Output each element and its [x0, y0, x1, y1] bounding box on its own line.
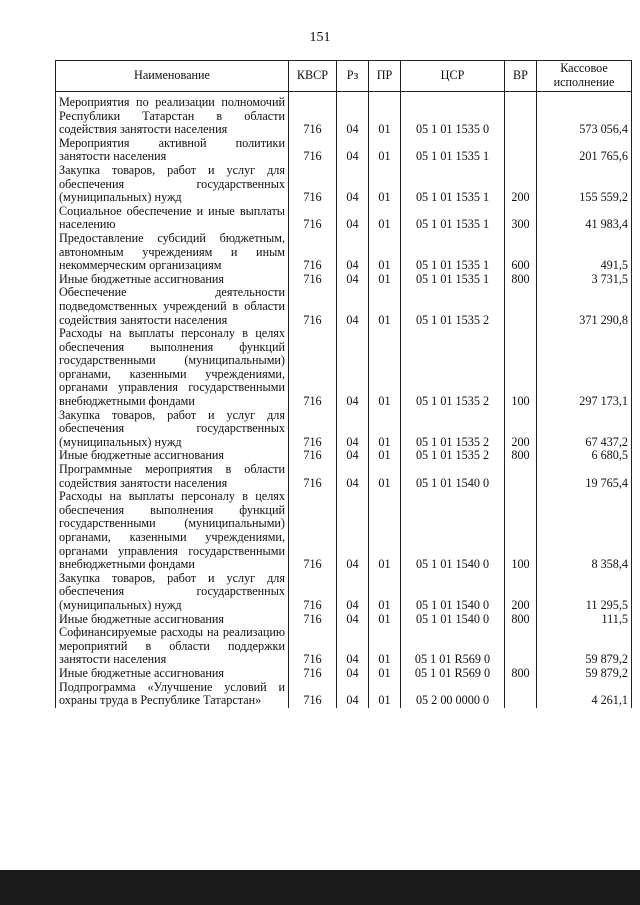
- cell-vr: 600: [505, 232, 537, 273]
- header-kvsr: КВСР: [289, 61, 337, 92]
- cell-pr: 01: [369, 164, 401, 205]
- cell-rz: 04: [337, 463, 369, 490]
- table-row: [56, 681, 632, 708]
- budget-table: [55, 60, 632, 708]
- cell-rz: 04: [337, 490, 369, 572]
- cell-amount: 19 765,4: [537, 463, 632, 490]
- cell-rz: 04: [337, 572, 369, 613]
- cell-pr: 01: [369, 286, 401, 327]
- cell-kvsr: 716: [289, 137, 337, 164]
- cell-pr: 01: [369, 681, 401, 708]
- scan-bottom-edge: [0, 870, 640, 905]
- cell-csr: 05 1 01 1535 1: [401, 137, 505, 164]
- cell-amount: 111,5: [537, 613, 632, 627]
- cell-rz: 04: [337, 286, 369, 327]
- cell-kvsr: 716: [289, 572, 337, 613]
- cell-vr: 800: [505, 667, 537, 681]
- header-pr: ПР: [369, 61, 401, 92]
- cell-csr: 05 1 01 1540 0: [401, 490, 505, 572]
- cell-amount: 297 173,1: [537, 327, 632, 409]
- cell-name: Софинансируемые расходы на реализацию мероприятий в области поддержки занятости населения: [56, 626, 289, 667]
- cell-pr: 01: [369, 273, 401, 287]
- cell-amount: 59 879,2: [537, 626, 632, 667]
- cell-name: Иные бюджетные ассигнования: [56, 273, 289, 287]
- cell-vr: 200: [505, 572, 537, 613]
- cell-vr: 100: [505, 490, 537, 572]
- cell-kvsr: 716: [289, 667, 337, 681]
- cell-rz: 04: [337, 164, 369, 205]
- cell-csr: 05 1 01 R569 0: [401, 626, 505, 667]
- cell-vr: 100: [505, 327, 537, 409]
- cell-csr: 05 1 01 1535 1: [401, 205, 505, 232]
- cell-amount: 6 680,5: [537, 449, 632, 463]
- cell-amount: 59 879,2: [537, 667, 632, 681]
- cell-pr: 01: [369, 463, 401, 490]
- cell-name: Закупка товаров, работ и услуг для обеспечения государственных (муниципальных) нужд: [56, 572, 289, 613]
- table-row: [56, 572, 632, 613]
- table-row: [56, 232, 632, 273]
- table-row: [56, 409, 632, 450]
- cell-vr: 800: [505, 273, 537, 287]
- cell-csr: 05 1 01 1535 2: [401, 327, 505, 409]
- cell-csr: 05 1 01 1540 0: [401, 463, 505, 490]
- cell-csr: 05 2 00 0000 0: [401, 681, 505, 708]
- cell-csr: 05 1 01 1540 0: [401, 572, 505, 613]
- cell-amount: 8 358,4: [537, 490, 632, 572]
- table-row: [56, 273, 632, 287]
- cell-kvsr: 716: [289, 92, 337, 137]
- table-row: [56, 164, 632, 205]
- cell-kvsr: 716: [289, 681, 337, 708]
- cell-amount: 371 290,8: [537, 286, 632, 327]
- cell-pr: 01: [369, 572, 401, 613]
- cell-csr: 05 1 01 1535 2: [401, 409, 505, 450]
- cell-name: Предоставление субсидий бюджетным, автономным учреждениям и иным некоммерческим организациям: [56, 232, 289, 273]
- cell-rz: 04: [337, 613, 369, 627]
- table-row: [56, 92, 632, 137]
- cell-kvsr: 716: [289, 232, 337, 273]
- cell-amount: 3 731,5: [537, 273, 632, 287]
- cell-rz: 04: [337, 681, 369, 708]
- cell-rz: 04: [337, 327, 369, 409]
- cell-kvsr: 716: [289, 449, 337, 463]
- cell-pr: 01: [369, 92, 401, 137]
- cell-name: Иные бюджетные ассигнования: [56, 667, 289, 681]
- table-row: [56, 463, 632, 490]
- cell-kvsr: 716: [289, 205, 337, 232]
- table-row: [56, 626, 632, 667]
- cell-pr: 01: [369, 137, 401, 164]
- cell-vr: 800: [505, 613, 537, 627]
- cell-amount: 4 261,1: [537, 681, 632, 708]
- cell-vr: [505, 286, 537, 327]
- cell-csr: 05 1 01 1535 2: [401, 286, 505, 327]
- cell-vr: [505, 463, 537, 490]
- table-header-row: [56, 61, 632, 92]
- cell-name: Закупка товаров, работ и услуг для обеспечения государственных (муниципальных) нужд: [56, 409, 289, 450]
- header-amount: Кассовое исполнение: [537, 61, 632, 92]
- header-csr: ЦСР: [401, 61, 505, 92]
- cell-pr: 01: [369, 232, 401, 273]
- cell-csr: 05 1 01 1540 0: [401, 613, 505, 627]
- cell-kvsr: 716: [289, 626, 337, 667]
- cell-pr: 01: [369, 205, 401, 232]
- cell-amount: 491,5: [537, 232, 632, 273]
- cell-vr: 200: [505, 409, 537, 450]
- cell-csr: 05 1 01 1535 1: [401, 232, 505, 273]
- cell-csr: 05 1 01 1535 1: [401, 273, 505, 287]
- table-row: [56, 490, 632, 572]
- cell-vr: [505, 626, 537, 667]
- table-row: [56, 667, 632, 681]
- cell-name: Закупка товаров, работ и услуг для обеспечения государственных (муниципальных) нужд: [56, 164, 289, 205]
- cell-name: Иные бюджетные ассигнования: [56, 613, 289, 627]
- header-vr: ВР: [505, 61, 537, 92]
- table-row: [56, 613, 632, 627]
- cell-amount: 573 056,4: [537, 92, 632, 137]
- cell-csr: 05 1 01 R569 0: [401, 667, 505, 681]
- cell-rz: 04: [337, 273, 369, 287]
- table-row: [56, 449, 632, 463]
- cell-kvsr: 716: [289, 273, 337, 287]
- cell-rz: 04: [337, 137, 369, 164]
- cell-pr: 01: [369, 449, 401, 463]
- header-name: Наименование: [56, 61, 289, 92]
- cell-csr: 05 1 01 1535 2: [401, 449, 505, 463]
- cell-kvsr: 716: [289, 490, 337, 572]
- cell-name: Мероприятия активной политики занятости населения: [56, 137, 289, 164]
- cell-vr: [505, 92, 537, 137]
- table-body: [56, 92, 632, 708]
- page-number: 151: [309, 30, 331, 45]
- cell-kvsr: 716: [289, 463, 337, 490]
- cell-pr: 01: [369, 327, 401, 409]
- cell-pr: 01: [369, 667, 401, 681]
- cell-amount: 11 295,5: [537, 572, 632, 613]
- cell-pr: 01: [369, 490, 401, 572]
- cell-name: Иные бюджетные ассигнования: [56, 449, 289, 463]
- cell-name: Программные мероприятия в области содействия занятости населения: [56, 463, 289, 490]
- cell-name: Мероприятия по реализации полномочий Республики Татарстан в области содействия занятости населения: [56, 92, 289, 137]
- cell-amount: 67 437,2: [537, 409, 632, 450]
- cell-rz: 04: [337, 667, 369, 681]
- cell-vr: 800: [505, 449, 537, 463]
- cell-vr: 200: [505, 164, 537, 205]
- cell-rz: 04: [337, 626, 369, 667]
- cell-kvsr: 716: [289, 613, 337, 627]
- cell-csr: 05 1 01 1535 1: [401, 164, 505, 205]
- cell-rz: 04: [337, 449, 369, 463]
- cell-kvsr: 716: [289, 164, 337, 205]
- cell-amount: 41 983,4: [537, 205, 632, 232]
- header-rz: Рз: [337, 61, 369, 92]
- cell-name: Расходы на выплаты персоналу в целях обеспечения выполнения функций государственными (муниципальными) органами, казенными учреждениями, органами управления государственными внебюджетными фондами: [56, 327, 289, 409]
- table-row: [56, 327, 632, 409]
- cell-rz: 04: [337, 92, 369, 137]
- cell-kvsr: 716: [289, 409, 337, 450]
- cell-pr: 01: [369, 626, 401, 667]
- cell-csr: 05 1 01 1535 0: [401, 92, 505, 137]
- cell-kvsr: 716: [289, 327, 337, 409]
- cell-rz: 04: [337, 205, 369, 232]
- cell-vr: [505, 681, 537, 708]
- table-row: [56, 205, 632, 232]
- cell-amount: 201 765,6: [537, 137, 632, 164]
- cell-vr: 300: [505, 205, 537, 232]
- cell-name: Обеспечение деятельности подведомственных учреждений в области содействия занятости населения: [56, 286, 289, 327]
- cell-rz: 04: [337, 409, 369, 450]
- cell-pr: 01: [369, 409, 401, 450]
- cell-name: Подпрограмма «Улучшение условий и охраны труда в Республике Татарстан»: [56, 681, 289, 708]
- cell-name: Социальное обеспечение и иные выплаты населению: [56, 205, 289, 232]
- cell-kvsr: 716: [289, 286, 337, 327]
- cell-vr: [505, 137, 537, 164]
- cell-rz: 04: [337, 232, 369, 273]
- cell-name: Расходы на выплаты персоналу в целях обеспечения выполнения функций государственными (муниципальными) органами, казенными учреждениями, органами управления государственными внебюджетными фондами: [56, 490, 289, 572]
- cell-amount: 155 559,2: [537, 164, 632, 205]
- table-row: [56, 286, 632, 327]
- cell-pr: 01: [369, 613, 401, 627]
- table-row: [56, 137, 632, 164]
